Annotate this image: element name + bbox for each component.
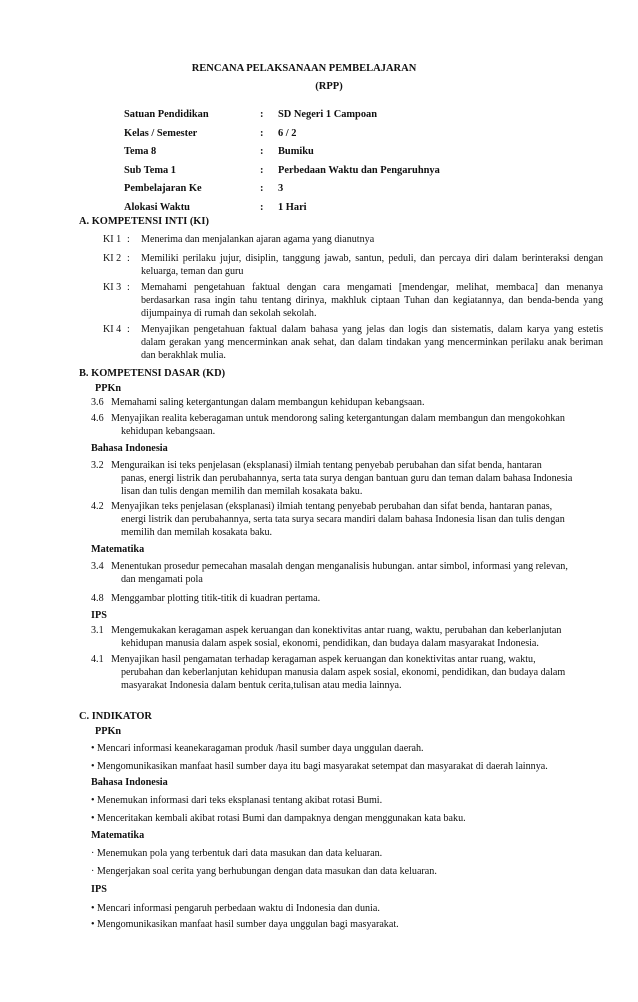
identity-row (124, 127, 440, 146)
section-b-heading: B. KOMPETENSI DASAR (KD) (79, 368, 226, 379)
subject-heading: Bahasa Indonesia (91, 777, 168, 788)
ki-colon: : (127, 282, 130, 293)
kd-text (111, 654, 601, 693)
kd-number: 4.2 (91, 501, 104, 512)
subject-heading: IPS (91, 610, 107, 621)
subject-heading: Bahasa Indonesia (91, 443, 168, 454)
kd-line: energi listrik dan perubahannya, serta tata surya secara mandiri dalam bahasa Indonesia lisan dan tulis dengan (121, 513, 565, 525)
indicator-item: • Menemukan informasi dari teks eksplanasi tentang akibat rotasi Bumi. (91, 795, 383, 806)
ki-code: KI 1 (103, 234, 122, 245)
identity-value: 1 Hari (278, 201, 307, 213)
indicator-item: • Menceritakan kembali akibat rotasi Bumi dan dampaknya dengan menggunakan kata baku. (91, 813, 466, 824)
identity-colon: : (260, 109, 264, 120)
kd-text (111, 397, 601, 410)
identity-value: Bumiku (278, 146, 314, 158)
document-title: RENCANA PELAKSANAAN PEMBELAJARAN (191, 63, 417, 74)
kd-line: dan mengamati pola (121, 573, 203, 585)
kd-number: 3.2 (91, 460, 104, 471)
indicator-item: • Mengomunikasikan manfaat hasil sumber daya unggulan bagi masyarakat. (91, 919, 399, 930)
kd-number: 4.8 (91, 593, 104, 604)
identity-label: Pembelajaran Ke (124, 183, 202, 195)
identity-row (124, 182, 440, 201)
identity-colon: : (260, 164, 264, 176)
kd-number: 3.4 (91, 561, 104, 572)
identity-colon: : (260, 183, 264, 195)
identity-colon: : (260, 201, 264, 213)
kd-line: panas, energi listrik dan perubahannya, serta tata surya dengan bantuan guru dan teman dalam bahasa Indonesia (121, 472, 573, 484)
identity-value: 3 (278, 183, 284, 195)
section-a-heading: A. KOMPETENSI INTI (KI) (79, 216, 209, 227)
kd-line: Menentukan prosedur pemecahan masalah dengan menganalisis hubungan. antar simbol, informasi yang relevan, (111, 561, 568, 572)
indicator-item: • Mencari informasi keanekaragaman produk /hasil sumber daya unggulan daerah. (91, 743, 424, 754)
indicator-item: · Menemukan pola yang terbentuk dari data masukan dan data keluaran. (91, 848, 383, 859)
kd-number: 4.6 (91, 413, 104, 424)
identity-row (124, 108, 440, 127)
kd-line: kehidupan kebangsaan. (121, 425, 216, 437)
ki-code: KI 4 (103, 324, 122, 335)
kd-number: 3.6 (91, 397, 104, 408)
kd-text (111, 460, 601, 499)
indicator-item: • Mencari informasi pengaruh perbedaan waktu di Indonesia dan dunia. (91, 903, 380, 914)
ki-colon: : (127, 234, 130, 245)
kd-line: Menyajikan realita keberagaman untuk mendorong saling ketergantungan dalam membangun dan mengokohkan (111, 413, 565, 424)
identity-value: Perbedaan Waktu dan Pengaruhnya (278, 164, 440, 176)
kd-text (111, 625, 601, 651)
kd-line: Memahami saling ketergantungan dalam membangun kehidupan kebangsaan. (111, 397, 425, 408)
kd-line: perubahan dan keberlanjutan kehidupan manusia dalam aspek sosial, ekonomi, pendidikan, dan budaya dalam (121, 666, 566, 678)
kd-text (111, 501, 601, 540)
kd-line: Mengemukakan keragaman aspek keruangan dan konektivitas antar ruang, waktu, perubahan dan keberlanjutan (111, 625, 562, 636)
identity-label: Satuan Pendidikan (124, 109, 209, 120)
identity-label: Sub Tema 1 (124, 164, 176, 176)
identity-colon: : (260, 146, 264, 158)
subject-heading: PPKn (95, 726, 122, 737)
kd-number: 3.1 (91, 625, 104, 636)
kd-line: Menguraikan isi teks penjelasan (eksplanasi) ilmiah tentang penyebab perubahan dan sifat benda, hantaran (111, 460, 542, 471)
subject-heading: Matematika (91, 830, 145, 841)
kd-text (111, 413, 601, 439)
kd-text (111, 561, 601, 587)
kd-number: 4.1 (91, 654, 104, 665)
kd-line: masyarakat Indonesia dalam bentuk cerita,tulisan atau media lainnya. (121, 679, 402, 691)
identity-value: SD Negeri 1 Campoan (278, 109, 377, 120)
ki-colon: : (127, 324, 130, 335)
identity-colon: : (260, 127, 264, 139)
identity-row (124, 164, 440, 183)
kd-line: Menggambar plotting titik-titik di kuadran pertama. (111, 593, 321, 604)
ki-text: Memahami pengetahuan faktual dengan cara mengamati [mendengar, melihat, membaca] dan menanya berdasarkan rasa ingin tahu tentang dirinya, makhluk ciptaan Tuhan dan kegiatannya, dan benda-benda yang dijumpainya di rumah dan sekolah sekolah. (141, 282, 603, 319)
document-subtitle: (RPP) (315, 81, 343, 92)
indicator-item: · Mengerjakan soal cerita yang berhubungan dengan data masukan dan data keluaran. (91, 866, 437, 877)
identity-label: Tema 8 (124, 146, 157, 158)
kd-line: Menyajikan teks penjelasan (eksplanasi) ilmiah tentang penyebab perubahan dan sifat benda, hantaran panas, (111, 501, 553, 512)
identity-label: Kelas / Semester (124, 127, 198, 139)
kd-line: lisan dan tulis dengan memilih dan memilah kosakata baku. (121, 485, 363, 497)
subject-heading: PPKn (95, 383, 122, 394)
ki-code: KI 3 (103, 282, 122, 293)
ki-text: Memiliki perilaku jujur, disiplin, tanggung jawab, santun, peduli, dan percaya diri dalam berinteraksi dengan keluarga, teman dan guru (141, 253, 603, 277)
identity-value: 6 / 2 (278, 127, 297, 139)
indicator-item: • Mengomunikasikan manfaat hasil sumber daya itu bagi masyarakat setempat dan masyarakat di daerah lainnya. (91, 761, 548, 772)
identity-table (124, 108, 440, 220)
section-c-heading: C. INDIKATOR (79, 711, 152, 722)
kd-line: Menyajikan hasil pengamatan terhadap keragaman aspek keruangan dan konektivitas antar ruang, waktu, (111, 654, 536, 665)
ki-colon: : (127, 253, 130, 264)
subject-heading: IPS (91, 884, 107, 895)
subject-heading: Matematika (91, 544, 145, 555)
ki-text: Menerima dan menjalankan ajaran agama yang dianutnya (141, 234, 375, 245)
ki-code: KI 2 (103, 253, 122, 264)
kd-text (111, 593, 601, 606)
kd-line: kehidupan manusia dalam aspek sosial, ekonomi, pendidikan, dan budaya dalam masyarakat Indonesia. (121, 637, 539, 649)
identity-label: Alokasi Waktu (124, 201, 190, 213)
identity-row (124, 145, 440, 164)
kd-line: memilih dan memilah kosakata baku. (121, 526, 273, 538)
ki-text: Menyajikan pengetahuan faktual dalam bahasa yang jelas dan logis dan sistematis, dalam karya yang estetis dalam gerakan yang mencerminkan anak sehat, dan dalam tindakan yang mencerminkan perilaku anak beriman dan berakhlak mulia. (141, 324, 603, 361)
